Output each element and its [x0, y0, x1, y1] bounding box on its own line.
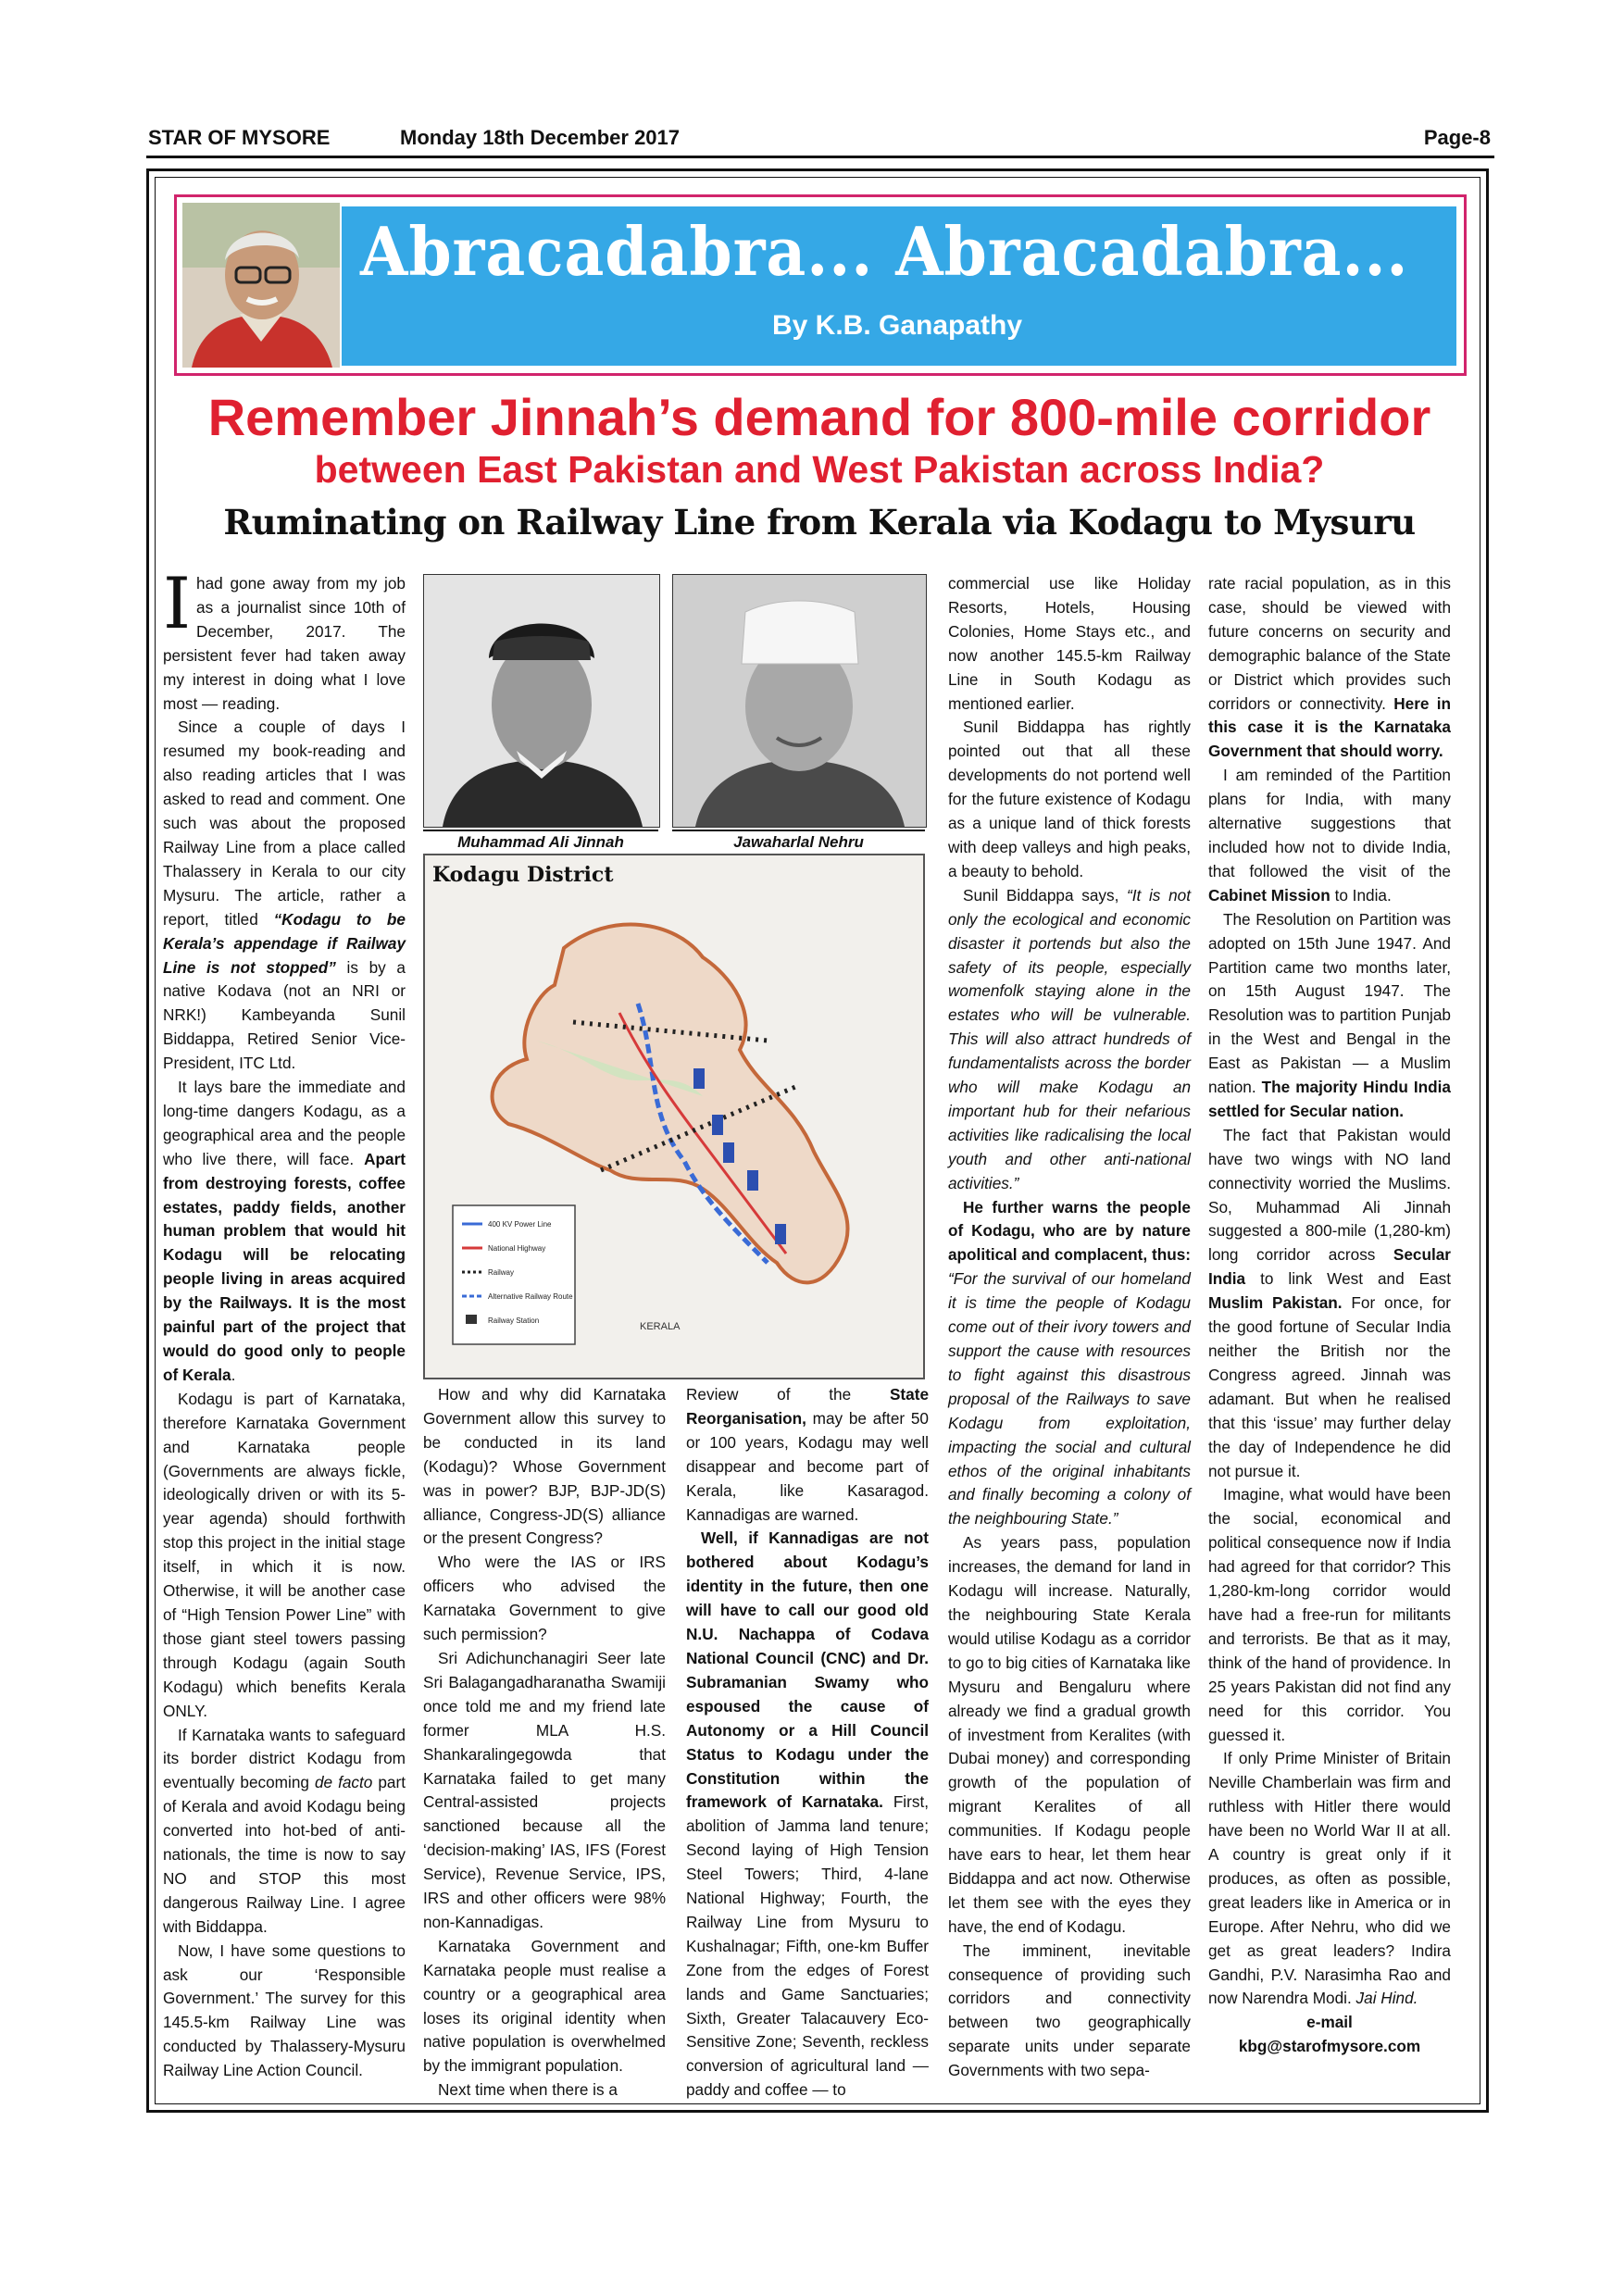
jinnah-caption: Muhammad Ali Jinnah — [423, 830, 658, 852]
issue-date: Monday 18th December 2017 — [400, 126, 681, 149]
page-number: Page-8 — [1423, 126, 1491, 149]
subheadline: Ruminating on Railway Line from Kerala via Kodagu to Mysuru — [223, 502, 1416, 543]
article-column-2: How and why did Karnataka Government allow this survey to be conducted in its land (Kodagu)? Whose Government was in power? BJP, BJP-JD(S) alliance, Congress-JD(S) alliance or the present Congress? Who were the IAS or IRS officers who advised the Karnataka Government to give such permission? Sri Adichunchanagiri Seer late Sri Balagangadharanatha Swamiji once told me and my friend late former MLA H.S. Shankaralingegowda that Karnataka failed to get many Central-assisted projects sanctioned because all the ‘decision-making’ IAS, IFS (Forest Service), Revenue Service, IPS, IRS and other officers were 98% non-Kannadigas. Karnataka Government and Karnataka people must realise a country or a geographical area loses its original identity when native population is overwhelmed by the immigrant population. Next time when there is a — [423, 1385, 666, 2100]
header-rule — [146, 156, 1494, 158]
column-title: Abracadabra... Abracadabra... — [360, 212, 1409, 291]
newspaper-name: STAR OF MYSORE — [148, 126, 331, 149]
headline-line-1: Remember Jinnah’s demand for 800-mile corridor — [207, 388, 1431, 446]
nehru-caption: Jawaharlal Nehru — [672, 830, 925, 852]
legend-item-2: National Highway — [488, 1244, 546, 1253]
legend-item-1: 400 KV Power Line — [488, 1220, 552, 1229]
banner-panel — [342, 206, 1456, 366]
email-label: e-mail — [1306, 2013, 1353, 2032]
article-column-5: rate racial population, as in this case, should be viewed with future concerns on security and demographic balance of the State or District which provides such corridors or connectivity. Here in this case it is the Karnataka Government that should worry. I am reminded of the Partition plans for India, with many alternative suggestions that included how not to divide India, that followed the visit of the Cabinet Mission to India. The Resolution on Partition was adopted on 15th June 1947. And Partition came two months later, on 15th August 1947. The Resolution was to partition Punjab in the West and Bengal in the East as Pakistan — a Muslim nation. The majority Hindu India settled for Secular nation. The fact that Pakistan would have two wings with NO land connectivity worried the Muslims. So, Muhammad Ali Jinnah suggested a 800-mile (1,280-km) long corridor across Secular India to link West and East Muslim Pakistan. For once, for the good fortune of Secular India neither the British nor the Congress agreed. Jinnah was adamant. But when he realised that this ‘issue’ may further delay the day of Independence he did not pursue it. Imagine, what would have been the social, economical and political consequence now if India had agreed for that corridor? This 1,280-km-long corridor would have had a free-run for militants and terrorists. Be that as it may, think of the hand of providence. In 25 years Pakistan did not find any need for this corridor. You guessed it. If only Prime Minister of Britain Neville Chamberlain was firm and ruthless with Hitler there would have been no World War II at all. A country is great only if it produces, as often as possible, great leaders like in America or in Europe. After Nehru, who did we get as great leaders? Indira Gandhi, P.V. Narasimha Rao and now Narendra Modi. Jai Hind. e-mail kbg@starofmysore.com — [1208, 572, 1451, 2059]
article-column-4: commercial use like Holiday Resorts, Hotels, Housing Colonies, Home Stays etc., and now another 145.5-km Railway Line in South Kodagu as mentioned earlier. Sunil Biddappa has rightly pointed out that all these developments do not portend well for the future existence of Kodagu as a unique land of thick forests with deep valleys and high peaks, a beauty to behold. Sunil Biddappa says, “It is not only the ecological and economic disaster it portends but also the safety of its people, especially womenfolk staying alone in the estates who will be vulnerable. This will also attract hundreds of fundamentalists across the border who will make Kodagu an important hub for their nefarious activities like radicalising the local youth and other anti-national activities.” He further warns the people of Kodagu, who are by nature apolitical and complacent, thus: “For the survival of our homeland it is time the people of Kodagu come out of their ivory towers and support the cause with resources to fight against this disastrous proposal of the Railways to save Kodagu from exploitation, impacting the social and cultural ethos of the original inhabitants and finally becoming a colony of the neighbouring State.” As years pass, population increases, the demand for land in Kodagu will increase. Naturally, the neighbouring State Kerala would utilise Kodagu as a corridor to go to big cities of Karnataka like Mysuru and Bengaluru where already we find a gradual growth of investment from Keralites (with Dubai money) and corresponding growth of the population of migrant Keralites of all communities. If Kodagu people have ears to hear, let them hear Biddappa and act now. Otherwise let them see with the eyes they have, the end of Kodagu. The imminent, inevitable consequence of providing such corridors and connectivity between two geographically separate units under separate Governments with two sepa- — [948, 574, 1191, 2080]
headline-line-2: between East Pakistan and West Pakistan across India? — [314, 448, 1325, 491]
drop-cap: I — [163, 562, 192, 644]
page-header — [148, 126, 1491, 154]
legend-item-4: Alternative Railway Route — [488, 1292, 573, 1301]
map-label-kerala: KERALA — [640, 1321, 681, 1332]
legend-item-3: Railway — [488, 1268, 515, 1277]
author-portrait — [182, 203, 340, 368]
author-email-link[interactable]: kbg@starofmysore.com — [1238, 2037, 1421, 2056]
nehru-photo — [672, 574, 927, 828]
map-title: Kodagu District — [432, 863, 614, 887]
article-column-1: Ihad gone away from my job as a journalist since 10th of December, 2017. The persistent fever had taken away my interest in doing what I love most — reading. Since a couple of days I resumed my book-reading and also reading articles that I was asked to read and comment. One such was about the proposed Railway Line from a place called Thalassery in Kerala to our city Mysuru. The article, rather a report, titled “Kodagu to be Kerala’s appendage if Railway Line is not stopped” is by a native Kodava (not an NRI or NRK!) Kambeyanda Sunil Biddappa, Retired Senior Vice-President, ITC Ltd. It lays bare the immediate and long-time dangers Kodagu, as a geographical area and the people who live there, will face. Apart from destroying forests, coffee estates, paddy fields, another human problem that would hit Kodagu will be relocating people living in areas acquired by the Railways. It is the most painful part of the project that would do good only to people of Kerala. Kodagu is part of Karnataka, therefore Karnataka Government and Karnataka people (Governments are always fickle, ideologically driven or with its 5-year agenda) should forthwith stop this project in the initial stage itself, in which it is now. Otherwise, it will be another case of “High Tension Power Line” with those giant steel towers passing through Kodagu (again South Kodagu) which benefits Kerala ONLY. If Karnataka wants to safeguard its border district Kodagu from eventually becoming de facto part of Kerala and avoid Kodagu being converted into hot-bed of anti-nationals, the time is now to say NO and STOP this most dangerous Railway Line. I agree with Biddappa. Now, I have some questions to ask our ‘Responsible Government.’ The survey for this 145.5-km Railway Line was conducted by Thalassery-Mysuru Railway Line Action Council. — [163, 562, 406, 2080]
article-column-3: Review of the State Reorganisation, may be after 50 or 100 years, Kodagu may well disappear and become part of Kerala, like Kasaragod. Kannadigas are warned. Well, if Kannadigas are not bothered about Kodagu’s identity in the future, then one will have to call our good old N.U. Nachappa of Codava National Council (CNC) and Dr. Subramanian Swamy who espoused the cause of Autonomy or a Hill Council Status to Kodagu under the Constitution within the framework of Karnataka. First, abolition of Jamma land tenure; Second laying of High Tension Steel Towers; Third, 4-lane National Highway; Fourth, the Railway Line from Mysuru to Kushalnagar; Fifth, one-km Buffer Zone from the edges of Forest lands and Game Sanctuaries; Sixth, Greater Talacauvery Eco-Sensitive Zone; Seventh, reckless conversion of agricultural land — paddy and coffee — to — [686, 1385, 929, 2100]
column-banner — [174, 194, 1467, 376]
kodagu-map — [423, 854, 925, 1379]
legend-item-5: Railway Station — [488, 1316, 540, 1325]
byline: By K.B. Ganapathy — [771, 310, 1023, 341]
jinnah-photo — [423, 574, 660, 828]
